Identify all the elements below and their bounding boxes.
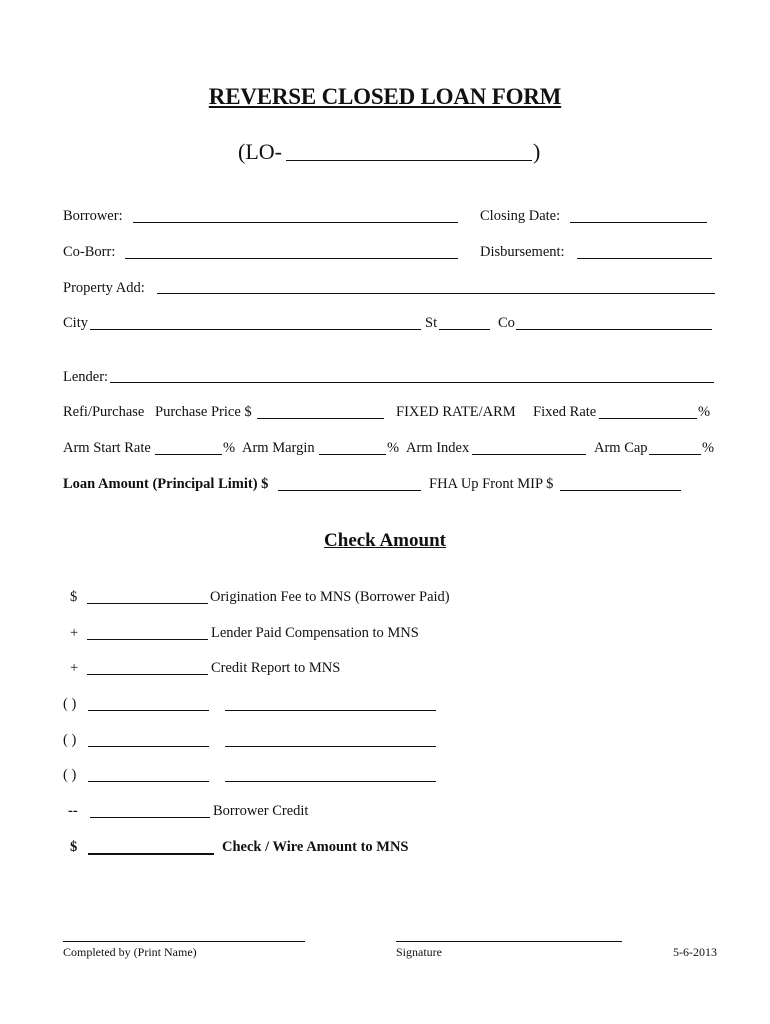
arm-index-field[interactable] xyxy=(472,454,586,455)
co-borr-field[interactable] xyxy=(125,258,458,259)
check-row-symbol: ( ) xyxy=(63,767,77,783)
lender-paid-comp-field[interactable] xyxy=(87,639,208,640)
co-borr-label: Co-Borr: xyxy=(63,244,116,260)
refi-purchase-label: Refi/Purchase xyxy=(63,404,145,420)
loan-amount-label: Loan Amount (Principal Limit) $ xyxy=(63,476,269,492)
disbursement-field[interactable] xyxy=(577,258,712,259)
arm-start-rate-field[interactable] xyxy=(155,454,222,455)
signature-label: Signature xyxy=(396,945,442,959)
custom-description-field-3[interactable] xyxy=(225,781,436,782)
check-row-symbol: ( ) xyxy=(63,732,77,748)
check-row-symbol: $ xyxy=(70,589,78,605)
disbursement-label: Disbursement: xyxy=(480,244,565,260)
arm-cap-label: Arm Cap xyxy=(594,440,648,456)
check-amount-heading: Check Amount xyxy=(324,530,446,551)
arm-margin-field[interactable] xyxy=(319,454,386,455)
purchase-price-field[interactable] xyxy=(257,418,384,419)
arm-start-rate-percent: % xyxy=(223,440,236,456)
form-title: REVERSE CLOSED LOAN FORM xyxy=(208,84,562,109)
custom-description-field-1[interactable] xyxy=(225,710,436,711)
signature-field[interactable] xyxy=(396,941,622,942)
loan-amount-field[interactable] xyxy=(278,490,421,491)
arm-start-rate-label: Arm Start Rate xyxy=(63,440,151,456)
lender-label: Lender: xyxy=(63,369,109,385)
purchase-price-label: Purchase Price $ xyxy=(155,404,252,420)
lo-number-close: ) xyxy=(533,139,541,164)
st-label: St xyxy=(425,315,438,331)
lender-field[interactable] xyxy=(110,382,714,383)
custom-amount-field-3[interactable] xyxy=(88,781,209,782)
fixed-rate-arm-label: FIXED RATE/ARM xyxy=(396,404,516,420)
credit-report-field[interactable] xyxy=(87,674,208,675)
city-label: City xyxy=(63,315,88,331)
arm-margin-label: Arm Margin xyxy=(242,440,315,456)
check-row-symbol: -- xyxy=(68,803,78,819)
fixed-rate-field[interactable] xyxy=(599,418,697,419)
check-row-symbol: $ xyxy=(70,839,78,855)
st-field[interactable] xyxy=(439,329,490,330)
custom-description-field-2[interactable] xyxy=(225,746,436,747)
credit-report-label: Credit Report to MNS xyxy=(211,660,341,676)
borrower-field[interactable] xyxy=(133,222,458,223)
origination-fee-label: Origination Fee to MNS (Borrower Paid) xyxy=(210,589,450,605)
check-row-symbol: ( ) xyxy=(63,696,77,712)
property-add-label: Property Add: xyxy=(63,280,145,296)
fha-mip-field[interactable] xyxy=(560,490,681,491)
closing-date-field[interactable] xyxy=(570,222,707,223)
borrower-credit-label: Borrower Credit xyxy=(213,803,309,819)
co-label: Co xyxy=(498,315,515,331)
arm-cap-percent: % xyxy=(702,440,715,456)
custom-amount-field-1[interactable] xyxy=(88,710,209,711)
property-add-field[interactable] xyxy=(157,293,715,294)
lo-number-label: (LO- xyxy=(238,139,282,164)
form-date: 5-6-2013 xyxy=(673,945,717,959)
check-row-symbol: + xyxy=(70,625,79,641)
closing-date-label: Closing Date: xyxy=(480,208,561,224)
city-field[interactable] xyxy=(90,329,421,330)
lo-number-field[interactable] xyxy=(286,160,532,161)
fha-mip-label: FHA Up Front MIP $ xyxy=(429,476,554,492)
check-wire-amount-field[interactable] xyxy=(88,853,214,855)
lender-paid-comp-label: Lender Paid Compensation to MNS xyxy=(211,625,419,641)
arm-cap-field[interactable] xyxy=(649,454,701,455)
borrower-label: Borrower: xyxy=(63,208,123,224)
custom-amount-field-2[interactable] xyxy=(88,746,209,747)
arm-margin-percent: % xyxy=(387,440,400,456)
arm-index-label: Arm Index xyxy=(406,440,470,456)
co-field[interactable] xyxy=(516,329,712,330)
completed-by-label: Completed by (Print Name) xyxy=(63,945,197,959)
check-row-symbol: + xyxy=(70,660,79,676)
origination-fee-field[interactable] xyxy=(87,603,208,604)
fixed-rate-percent: % xyxy=(698,404,711,420)
borrower-credit-field[interactable] xyxy=(90,817,210,818)
completed-by-field[interactable] xyxy=(63,941,305,942)
fixed-rate-label: Fixed Rate xyxy=(533,404,597,420)
check-wire-amount-label: Check / Wire Amount to MNS xyxy=(222,839,409,855)
